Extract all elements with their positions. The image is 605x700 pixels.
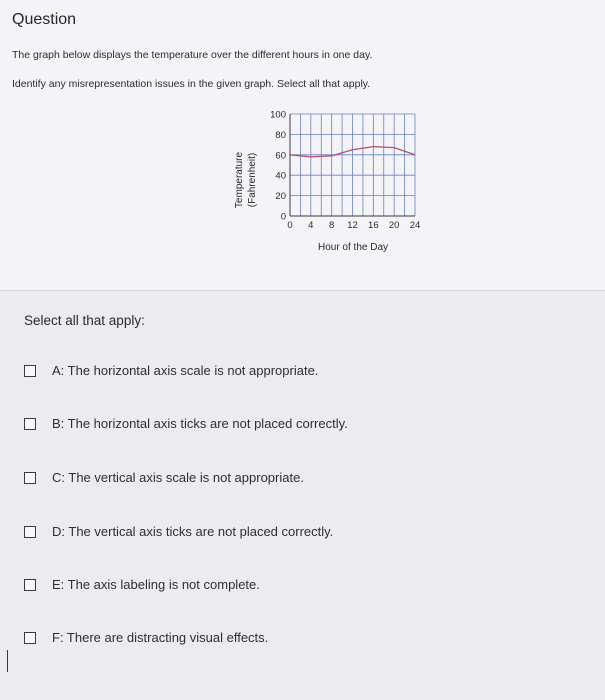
- x-tick-label: 4: [308, 220, 314, 231]
- option-f-checkbox[interactable]: [24, 632, 36, 644]
- question-description: The graph below displays the temperature over the different hours in one day.: [12, 49, 373, 61]
- option-b-checkbox[interactable]: [24, 418, 36, 430]
- option-d-label: D: The vertical axis ticks are not placed correctly.: [52, 524, 334, 539]
- text-cursor: [7, 650, 8, 672]
- chart-svg: [225, 100, 425, 260]
- option-e-checkbox[interactable]: [24, 579, 36, 591]
- x-tick-label: 16: [368, 220, 379, 231]
- y-tick-labels: [270, 110, 286, 223]
- option-c-checkbox[interactable]: [24, 472, 36, 484]
- question-instruction: Identify any misrepresentation issues in the given graph. Select all that apply.: [12, 78, 371, 90]
- y-tick-label: 60: [275, 150, 286, 162]
- option-d[interactable]: [24, 524, 333, 539]
- option-b-label: B: The horizontal axis ticks are not placed correctly.: [52, 416, 348, 431]
- select-all-prompt: Select all that apply:: [24, 313, 145, 328]
- option-f[interactable]: [24, 630, 268, 645]
- y-tick-label: 20: [275, 191, 286, 203]
- x-tick-label: 20: [388, 220, 400, 231]
- option-a-label: A: The horizontal axis scale is not appropriate.: [52, 363, 319, 378]
- temperature-chart: [225, 100, 425, 260]
- option-a-checkbox[interactable]: [24, 365, 36, 377]
- y-axis-label-line2: (Fahrenheit): [247, 152, 258, 208]
- x-tick-label: 8: [329, 220, 335, 231]
- x-tick-label: 12: [347, 220, 358, 231]
- option-a[interactable]: [24, 363, 318, 378]
- y-tick-label: 100: [270, 109, 286, 121]
- question-card: [0, 0, 605, 291]
- option-e[interactable]: [24, 577, 260, 592]
- option-c[interactable]: [24, 470, 304, 485]
- question-heading: Question: [12, 11, 77, 28]
- y-tick-label: 80: [275, 129, 286, 141]
- x-tick-label: 24: [409, 220, 421, 231]
- options-area: [0, 291, 605, 700]
- chart-grid: [290, 114, 415, 216]
- y-axis-label-line1: Temperature: [234, 151, 245, 209]
- x-tick-labels: [287, 220, 420, 231]
- y-tick-label: 40: [275, 170, 286, 182]
- x-tick-label: 0: [287, 220, 293, 231]
- option-d-checkbox[interactable]: [24, 526, 36, 538]
- x-axis-label: Hour of the Day: [317, 242, 389, 253]
- option-c-label: C: The vertical axis scale is not appropriate.: [52, 470, 304, 485]
- option-b[interactable]: [24, 416, 348, 431]
- option-e-label: E: The axis labeling is not complete.: [52, 577, 260, 592]
- y-tick-label: 0: [280, 211, 286, 223]
- option-f-label: F: There are distracting visual effects.: [52, 630, 269, 645]
